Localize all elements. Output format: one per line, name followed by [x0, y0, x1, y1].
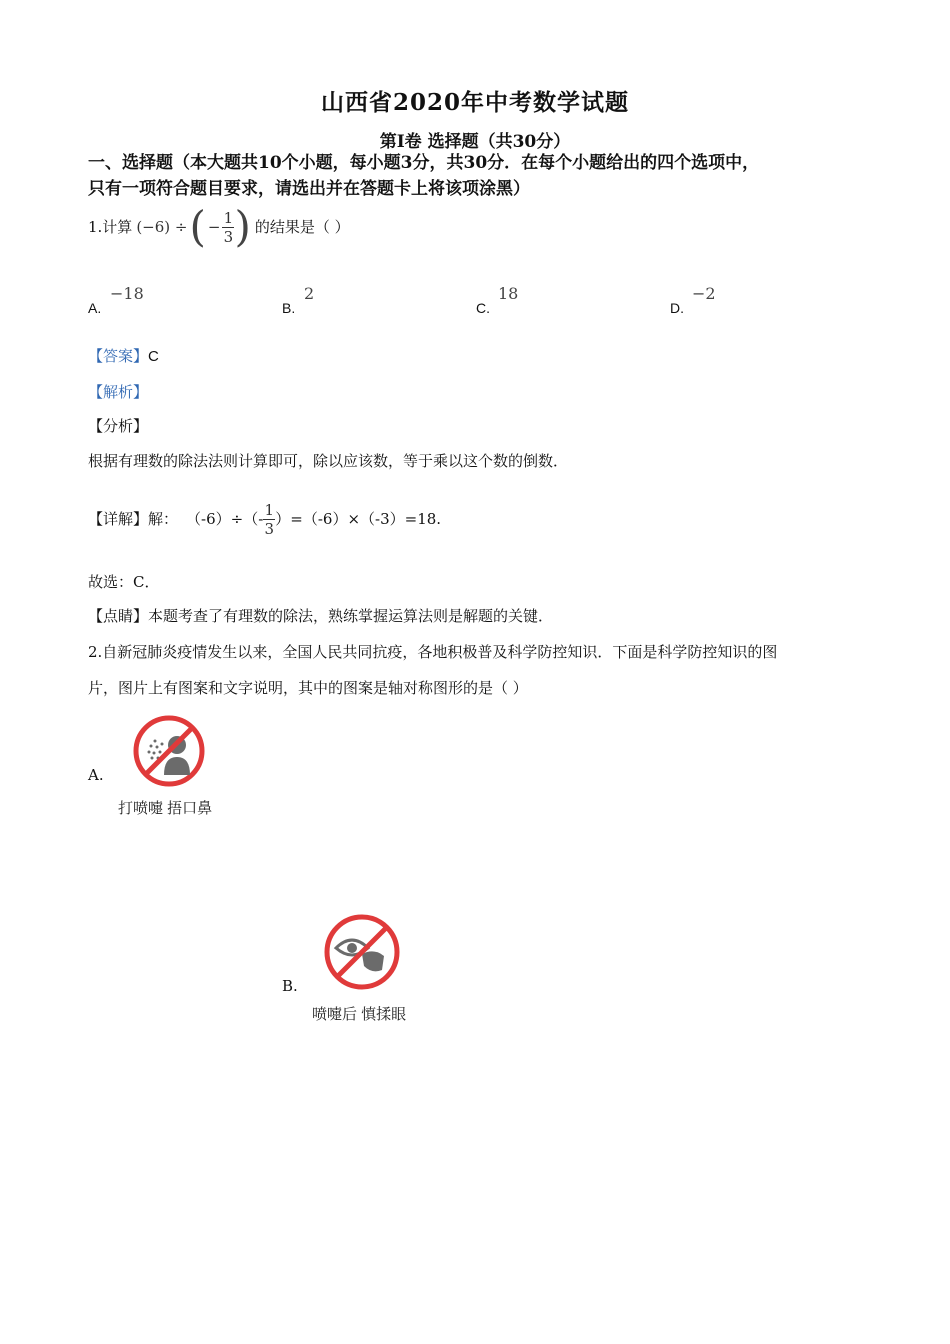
q1-frac-den: 3: [223, 227, 234, 246]
q1-answer-tag: 【答案】: [88, 347, 149, 365]
q1-frac-sign: −: [207, 218, 221, 236]
q1-analysis-tag: 【解析】: [88, 383, 149, 401]
q1-option-a-value: −18: [110, 284, 144, 303]
q2-option-b-caption: 喷嚏后 慎揉眼: [312, 1006, 407, 1023]
q1-detail-right: ）=（-6）×（-3）=18.: [275, 510, 442, 528]
q1-options: [88, 284, 788, 320]
q1-paren-open: (: [189, 202, 206, 251]
q1-option-d-value: −2: [692, 284, 716, 303]
q1-conclusion: 故选：C．: [88, 573, 160, 591]
q1-comment: 【点睛】本题考查了有理数的除法，熟练掌握运算法则是解题的关键．: [88, 607, 554, 625]
q1-frac-num: 1: [223, 208, 234, 227]
section-subtitle: 第I卷 选择题（共30分）: [379, 132, 571, 152]
q2-option-b[interactable]: [282, 910, 482, 1030]
sneeze-cover-sign-icon: [131, 713, 207, 789]
q1-option-b-value: 2: [304, 284, 315, 303]
q1-option-c-value: 18: [498, 284, 519, 303]
section-instructions-line1: 一、选择题（本大题共10个小题，每小题3分，共30分．在每个小题给出的四个选项中，: [88, 153, 760, 173]
q1-paren-close: ): [234, 202, 251, 251]
q2-option-a[interactable]: [88, 710, 288, 820]
q2-option-a-caption: 打喷嚏 捂口鼻: [118, 800, 213, 817]
q2-option-b-letter: B.: [282, 977, 298, 995]
q2-line1: 2.自新冠肺炎疫情发生以来，全国人民共同抗疫，各地积极普及科学防控知识．下面是科学防控知识的图: [88, 643, 778, 661]
q1-detail-fraction: [263, 501, 275, 538]
q1-fraction: [222, 209, 234, 246]
q1-option-a-letter: A.: [88, 300, 102, 316]
q1-prefix: 1.计算: [88, 218, 133, 236]
q2-option-a-letter: A.: [88, 766, 104, 784]
q1-option-c-letter: C.: [476, 300, 490, 316]
no-rub-eyes-sign-icon: [322, 912, 402, 992]
q1-detail-tag: 【详解】解：: [88, 510, 179, 528]
q1-answer: [88, 345, 159, 368]
q1-suffix: 的结果是（ ）: [254, 218, 350, 236]
q1-fenxi-tag: 【分析】: [88, 417, 149, 435]
question-1: [88, 202, 350, 252]
section-instructions-line2: 只有一项符合题目要求，请选出并在答题卡上将该项涂黑）: [88, 179, 530, 199]
q1-option-b-letter: B.: [282, 300, 296, 316]
q1-option-d-letter: D.: [670, 300, 684, 316]
page-title: 山西省2020年中考数学试题: [320, 89, 629, 116]
q1-detail-den: 3: [264, 519, 275, 538]
q1-detail-num: 1: [264, 500, 275, 519]
q1-expr-left: (−6) ÷: [136, 218, 188, 236]
q1-answer-value: C: [148, 348, 159, 365]
q2-line2: 片，图片上有图案和文字说明，其中的图案是轴对称图形的是（ ）: [88, 679, 528, 697]
q1-fenxi-text: 根据有理数的除法法则计算即可，除以应该数，等于乘以这个数的倒数．: [88, 452, 569, 470]
q1-detail-left: （-6）÷（-: [186, 510, 264, 528]
q1-detail: [88, 494, 441, 544]
